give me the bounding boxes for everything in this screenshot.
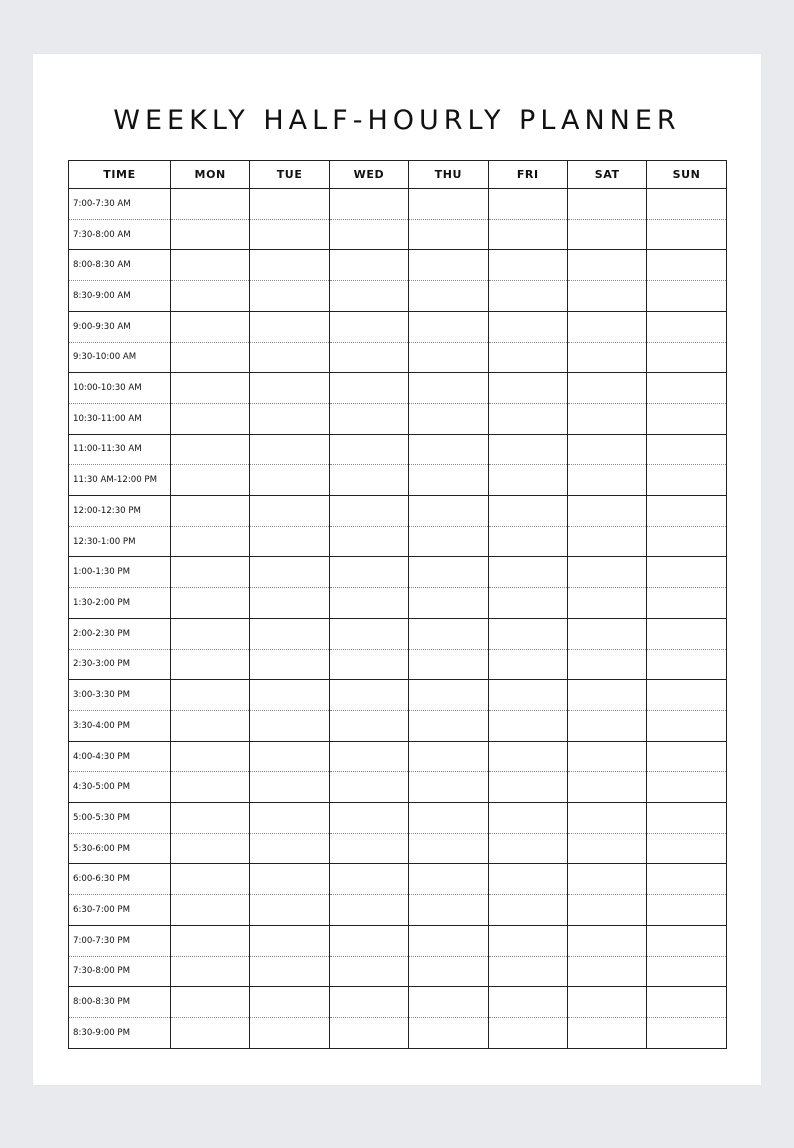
planner-cell-thu[interactable] [409,1017,488,1048]
planner-cell-mon[interactable] [171,496,250,527]
planner-cell-mon[interactable] [171,864,250,895]
planner-cell-sat[interactable] [567,772,646,803]
planner-cell-sun[interactable] [647,895,726,926]
planner-cell-tue[interactable] [250,250,329,281]
planner-cell-wed[interactable] [329,588,408,619]
planner-cell-thu[interactable] [409,803,488,834]
planner-cell-sat[interactable] [567,526,646,557]
planner-cell-fri[interactable] [488,680,567,711]
time-slot-label: 4:30-5:00 PM [69,772,171,803]
planner-cell-tue[interactable] [250,741,329,772]
planner-cell-mon[interactable] [171,803,250,834]
planner-cell-fri[interactable] [488,987,567,1018]
header-row [69,161,727,189]
planner-cell-sun[interactable] [647,219,726,250]
planner-cell-thu[interactable] [409,373,488,404]
planner-cell-sun[interactable] [647,465,726,496]
planner-cell-tue[interactable] [250,833,329,864]
planner-cell-sun[interactable] [647,434,726,465]
planner-cell-tue[interactable] [250,434,329,465]
table-row [69,925,727,956]
time-slot-label: 4:00-4:30 PM [69,741,171,772]
time-slot-label: 11:00-11:30 AM [69,434,171,465]
table-row [69,741,727,772]
table-row [69,987,727,1018]
time-slot-label: 7:30-8:00 AM [69,219,171,250]
planner-cell-wed[interactable] [329,680,408,711]
planner-cell-fri[interactable] [488,434,567,465]
planner-cell-sun[interactable] [647,741,726,772]
table-row [69,526,727,557]
planner-cell-tue[interactable] [250,496,329,527]
planner-cell-thu[interactable] [409,281,488,312]
planner-cell-sun[interactable] [647,772,726,803]
planner-cell-thu[interactable] [409,741,488,772]
planner-cell-sat[interactable] [567,342,646,373]
planner-cell-wed[interactable] [329,987,408,1018]
time-slot-label: 8:30-9:00 AM [69,281,171,312]
planner-cell-thu[interactable] [409,250,488,281]
planner-cell-wed[interactable] [329,496,408,527]
column-header-sun: SUN [647,161,726,189]
planner-cell-sat[interactable] [567,987,646,1018]
planner-cell-mon[interactable] [171,987,250,1018]
planner-cell-wed[interactable] [329,618,408,649]
planner-cell-sun[interactable] [647,588,726,619]
planner-cell-thu[interactable] [409,311,488,342]
planner-cell-thu[interactable] [409,680,488,711]
planner-cell-sun[interactable] [647,557,726,588]
planner-cell-sat[interactable] [567,833,646,864]
planner-cell-tue[interactable] [250,956,329,987]
planner-cell-thu[interactable] [409,526,488,557]
planner-cell-sun[interactable] [647,496,726,527]
time-slot-label: 8:00-8:30 AM [69,250,171,281]
planner-cell-tue[interactable] [250,987,329,1018]
planner-cell-thu[interactable] [409,649,488,680]
planner-cell-sat[interactable] [567,434,646,465]
planner-cell-mon[interactable] [171,741,250,772]
time-slot-label: 7:00-7:30 PM [69,925,171,956]
planner-cell-tue[interactable] [250,649,329,680]
planner-cell-thu[interactable] [409,189,488,220]
time-slot-label: 7:00-7:30 AM [69,189,171,220]
planner-cell-sat[interactable] [567,649,646,680]
planner-cell-wed[interactable] [329,189,408,220]
planner-cell-fri[interactable] [488,710,567,741]
planner-cell-thu[interactable] [409,557,488,588]
planner-cell-sat[interactable] [567,189,646,220]
planner-cell-fri[interactable] [488,342,567,373]
planner-cell-tue[interactable] [250,803,329,834]
planner-cell-thu[interactable] [409,710,488,741]
column-header-mon: MON [171,161,250,189]
planner-cell-mon[interactable] [171,618,250,649]
planner-cell-mon[interactable] [171,588,250,619]
planner-cell-tue[interactable] [250,526,329,557]
time-slot-label: 8:30-9:00 PM [69,1017,171,1048]
planner-cell-wed[interactable] [329,281,408,312]
planner-cell-sat[interactable] [567,864,646,895]
planner-cell-wed[interactable] [329,465,408,496]
planner-cell-tue[interactable] [250,588,329,619]
table-row [69,956,727,987]
time-slot-label: 3:00-3:30 PM [69,680,171,711]
time-slot-label: 11:30 AM-12:00 PM [69,465,171,496]
planner-cell-mon[interactable] [171,895,250,926]
planner-cell-thu[interactable] [409,833,488,864]
planner-cell-sun[interactable] [647,281,726,312]
planner-cell-wed[interactable] [329,772,408,803]
planner-cell-wed[interactable] [329,925,408,956]
planner-cell-thu[interactable] [409,465,488,496]
table-row [69,895,727,926]
planner-cell-sat[interactable] [567,311,646,342]
planner-cell-mon[interactable] [171,465,250,496]
planner-cell-sat[interactable] [567,403,646,434]
planner-cell-wed[interactable] [329,403,408,434]
table-row [69,803,727,834]
planner-cell-fri[interactable] [488,833,567,864]
planner-cell-fri[interactable] [488,526,567,557]
planner-cell-fri[interactable] [488,772,567,803]
planner-cell-mon[interactable] [171,956,250,987]
table-row [69,496,727,527]
planner-cell-thu[interactable] [409,987,488,1018]
table-row [69,311,727,342]
planner-cell-fri[interactable] [488,373,567,404]
planner-cell-sat[interactable] [567,373,646,404]
planner-cell-thu[interactable] [409,895,488,926]
planner-cell-mon[interactable] [171,1017,250,1048]
planner-cell-tue[interactable] [250,680,329,711]
table-row [69,649,727,680]
planner-cell-mon[interactable] [171,219,250,250]
planner-cell-mon[interactable] [171,925,250,956]
planner-cell-fri[interactable] [488,649,567,680]
planner-cell-sun[interactable] [647,680,726,711]
planner-cell-wed[interactable] [329,219,408,250]
table-row [69,281,727,312]
planner-cell-mon[interactable] [171,833,250,864]
planner-cell-fri[interactable] [488,803,567,834]
planner-cell-sun[interactable] [647,403,726,434]
planner-cell-tue[interactable] [250,895,329,926]
planner-cell-sun[interactable] [647,342,726,373]
planner-cell-wed[interactable] [329,557,408,588]
table-row [69,219,727,250]
planner-cell-sun[interactable] [647,618,726,649]
planner-cell-sun[interactable] [647,250,726,281]
planner-body [69,189,727,1049]
planner-cell-sat[interactable] [567,710,646,741]
time-slot-label: 12:00-12:30 PM [69,496,171,527]
planner-cell-fri[interactable] [488,250,567,281]
planner-cell-wed[interactable] [329,434,408,465]
planner-cell-wed[interactable] [329,311,408,342]
planner-cell-fri[interactable] [488,465,567,496]
planner-cell-tue[interactable] [250,772,329,803]
planner-cell-fri[interactable] [488,741,567,772]
planner-table [68,160,727,1049]
table-row [69,434,727,465]
planner-cell-thu[interactable] [409,403,488,434]
planner-cell-wed[interactable] [329,526,408,557]
planner-cell-sat[interactable] [567,281,646,312]
table-row [69,618,727,649]
planner-cell-sat[interactable] [567,219,646,250]
column-header-tue: TUE [250,161,329,189]
planner-cell-mon[interactable] [171,526,250,557]
planner-cell-mon[interactable] [171,250,250,281]
planner-cell-tue[interactable] [250,925,329,956]
planner-cell-wed[interactable] [329,741,408,772]
planner-cell-wed[interactable] [329,864,408,895]
planner-cell-thu[interactable] [409,588,488,619]
table-row [69,250,727,281]
planner-cell-wed[interactable] [329,250,408,281]
planner-cell-sat[interactable] [567,557,646,588]
planner-cell-mon[interactable] [171,434,250,465]
planner-cell-wed[interactable] [329,373,408,404]
time-slot-label: 6:00-6:30 PM [69,864,171,895]
planner-cell-fri[interactable] [488,618,567,649]
planner-cell-sat[interactable] [567,925,646,956]
column-header-thu: THU [409,161,488,189]
planner-cell-mon[interactable] [171,311,250,342]
planner-cell-thu[interactable] [409,618,488,649]
planner-cell-wed[interactable] [329,956,408,987]
table-row [69,710,727,741]
table-row [69,189,727,220]
planner-cell-sun[interactable] [647,189,726,220]
planner-cell-tue[interactable] [250,557,329,588]
planner-cell-wed[interactable] [329,1017,408,1048]
planner-cell-wed[interactable] [329,710,408,741]
planner-cell-fri[interactable] [488,311,567,342]
planner-cell-sat[interactable] [567,465,646,496]
planner-cell-mon[interactable] [171,403,250,434]
planner-cell-tue[interactable] [250,403,329,434]
planner-cell-fri[interactable] [488,1017,567,1048]
planner-cell-tue[interactable] [250,189,329,220]
planner-cell-tue[interactable] [250,342,329,373]
planner-cell-fri[interactable] [488,403,567,434]
planner-cell-sun[interactable] [647,1017,726,1048]
planner-cell-wed[interactable] [329,833,408,864]
planner-cell-mon[interactable] [171,772,250,803]
planner-cell-mon[interactable] [171,557,250,588]
time-slot-label: 3:30-4:00 PM [69,710,171,741]
planner-cell-fri[interactable] [488,956,567,987]
planner-cell-sun[interactable] [647,526,726,557]
table-row [69,864,727,895]
planner-cell-sat[interactable] [567,250,646,281]
time-slot-label: 9:00-9:30 AM [69,311,171,342]
planner-cell-tue[interactable] [250,1017,329,1048]
planner-cell-sun[interactable] [647,956,726,987]
planner-cell-tue[interactable] [250,281,329,312]
planner-cell-wed[interactable] [329,803,408,834]
planner-cell-sun[interactable] [647,925,726,956]
table-row [69,373,727,404]
planner-cell-mon[interactable] [171,680,250,711]
time-slot-label: 5:30-6:00 PM [69,833,171,864]
planner-cell-fri[interactable] [488,557,567,588]
planner-cell-fri[interactable] [488,864,567,895]
planner-cell-thu[interactable] [409,434,488,465]
time-slot-label: 2:30-3:00 PM [69,649,171,680]
planner-cell-thu[interactable] [409,956,488,987]
planner-cell-tue[interactable] [250,465,329,496]
time-slot-label: 10:30-11:00 AM [69,403,171,434]
time-slot-label: 7:30-8:00 PM [69,956,171,987]
planner-cell-sat[interactable] [567,956,646,987]
table-row [69,342,727,373]
table-row [69,1017,727,1048]
planner-cell-sun[interactable] [647,373,726,404]
planner-cell-fri[interactable] [488,925,567,956]
time-slot-label: 8:00-8:30 PM [69,987,171,1018]
planner-cell-mon[interactable] [171,281,250,312]
planner-cell-sat[interactable] [567,496,646,527]
table-row [69,403,727,434]
time-slot-label: 1:00-1:30 PM [69,557,171,588]
planner-cell-thu[interactable] [409,219,488,250]
planner-cell-wed[interactable] [329,895,408,926]
planner-cell-tue[interactable] [250,219,329,250]
planner-cell-sat[interactable] [567,803,646,834]
table-row [69,833,727,864]
time-slot-label: 12:30-1:00 PM [69,526,171,557]
planner-cell-thu[interactable] [409,925,488,956]
time-slot-label: 10:00-10:30 AM [69,373,171,404]
time-slot-label: 6:30-7:00 PM [69,895,171,926]
planner-cell-fri[interactable] [488,895,567,926]
planner-cell-sun[interactable] [647,710,726,741]
time-slot-label: 9:30-10:00 AM [69,342,171,373]
table-row [69,772,727,803]
column-header-time: TIME [69,161,171,189]
planner-cell-mon[interactable] [171,342,250,373]
column-header-wed: WED [329,161,408,189]
planner-cell-sun[interactable] [647,833,726,864]
planner-cell-fri[interactable] [488,189,567,220]
planner-cell-mon[interactable] [171,710,250,741]
planner-cell-tue[interactable] [250,710,329,741]
table-row [69,557,727,588]
planner-cell-sat[interactable] [567,588,646,619]
planner-cell-sun[interactable] [647,649,726,680]
planner-cell-mon[interactable] [171,373,250,404]
planner-cell-sat[interactable] [567,618,646,649]
planner-cell-sun[interactable] [647,803,726,834]
time-slot-label: 2:00-2:30 PM [69,618,171,649]
column-header-fri: FRI [488,161,567,189]
planner-cell-sat[interactable] [567,741,646,772]
planner-cell-sat[interactable] [567,680,646,711]
planner-cell-thu[interactable] [409,864,488,895]
planner-cell-thu[interactable] [409,342,488,373]
planner-cell-mon[interactable] [171,189,250,220]
table-row [69,680,727,711]
table-row [69,588,727,619]
planner-cell-sun[interactable] [647,987,726,1018]
time-slot-label: 5:00-5:30 PM [69,803,171,834]
table-row [69,465,727,496]
page-title: WEEKLY HALF-HOURLY PLANNER [113,105,681,136]
time-slot-label: 1:30-2:00 PM [69,588,171,619]
planner-cell-fri[interactable] [488,281,567,312]
planner-cell-tue[interactable] [250,311,329,342]
planner-cell-mon[interactable] [171,649,250,680]
planner-cell-wed[interactable] [329,342,408,373]
planner-cell-fri[interactable] [488,219,567,250]
planner-cell-wed[interactable] [329,649,408,680]
planner-cell-tue[interactable] [250,618,329,649]
planner-cell-tue[interactable] [250,373,329,404]
planner-cell-sun[interactable] [647,311,726,342]
planner-cell-tue[interactable] [250,864,329,895]
column-header-sat: SAT [567,161,646,189]
planner-cell-thu[interactable] [409,772,488,803]
planner-cell-fri[interactable] [488,588,567,619]
planner-cell-sun[interactable] [647,864,726,895]
planner-cell-thu[interactable] [409,496,488,527]
planner-cell-fri[interactable] [488,496,567,527]
planner-cell-sat[interactable] [567,1017,646,1048]
planner-cell-sat[interactable] [567,895,646,926]
